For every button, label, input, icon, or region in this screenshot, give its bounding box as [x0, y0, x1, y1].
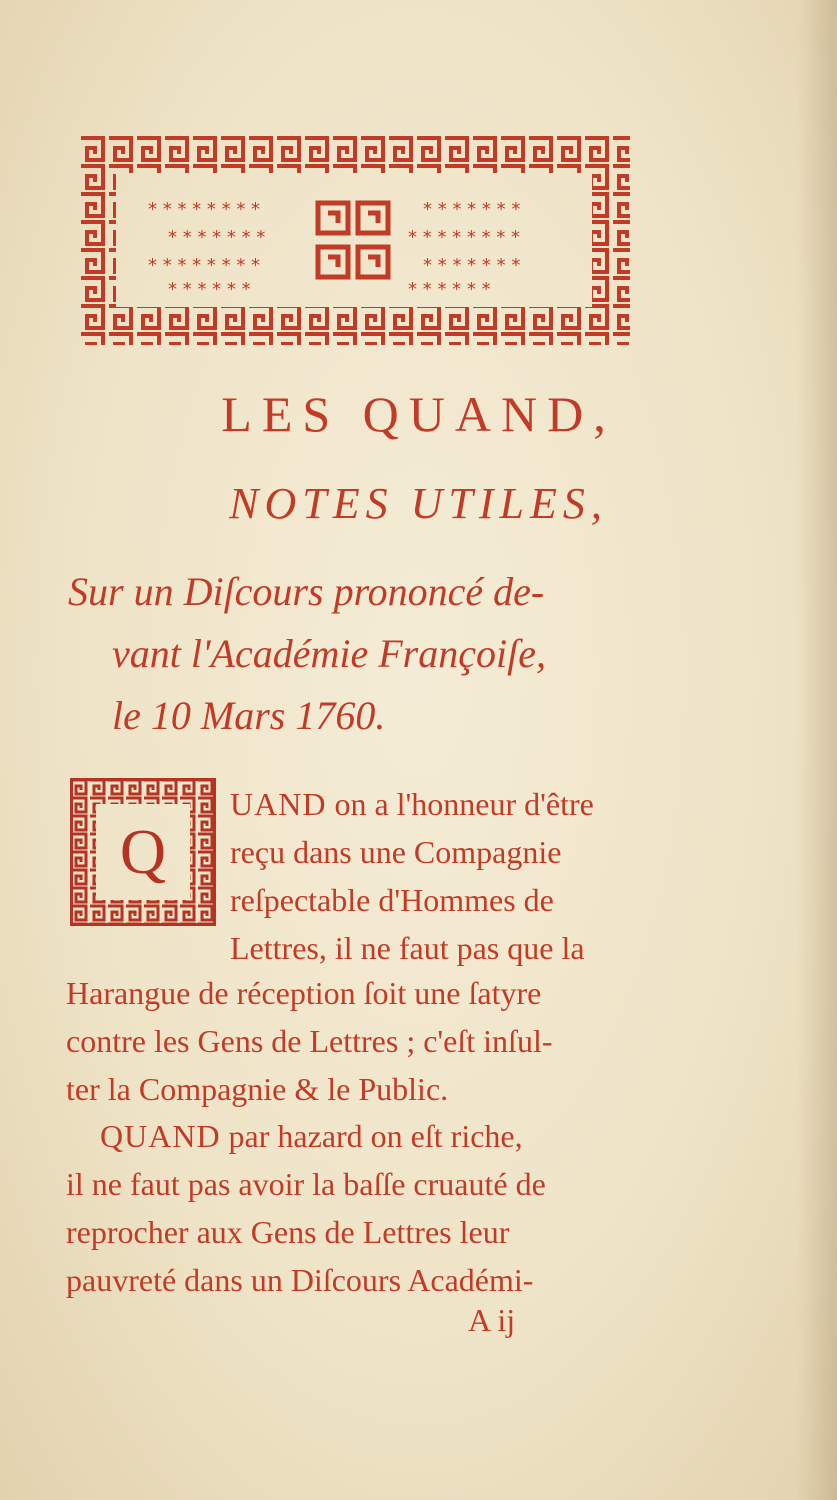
- smallcaps-word: UAND: [230, 786, 327, 822]
- body-line: Harangue de réception ſoit une ſatyre: [66, 975, 542, 1011]
- body-line: pauvreté dans un Diſcours Académi-: [66, 1262, 534, 1298]
- body-line: [100, 1110, 523, 1162]
- body-text: on a l'honneur d'être: [326, 786, 594, 822]
- svg-text:* * * * * * * *: * * * * * * * *: [148, 255, 261, 276]
- body-line: il ne faut pas avoir la baſſe cruauté de: [66, 1166, 546, 1202]
- svg-text:* * * * * *: * * * * * *: [168, 279, 251, 300]
- subtitle-line-2: vant l'Académie Françoiſe,: [112, 631, 546, 676]
- svg-text:* * * * * * * *: * * * * * * * *: [148, 199, 261, 220]
- ornamental-dropcap: [70, 778, 216, 926]
- svg-text:* * * * * * * *: * * * * * * * *: [408, 227, 521, 248]
- body-text: par hazard on eſt riche,: [220, 1118, 523, 1154]
- body-line: [230, 778, 594, 830]
- ornamental-headpiece: [78, 135, 630, 345]
- svg-text:* * * * * * *: * * * * * * *: [423, 255, 521, 276]
- title-line-1: LES QUAND,: [221, 386, 616, 442]
- body-line: contre les Gens de Lettres ; c'eſt inſul-: [66, 1023, 553, 1059]
- title-line-2: NOTES UTILES,: [229, 479, 608, 528]
- svg-text:* * * * * * *: * * * * * * *: [423, 199, 521, 220]
- smallcaps-word: QUAND: [100, 1118, 221, 1154]
- body-line: ter la Compagnie & le Public.: [66, 1071, 449, 1107]
- dropcap-letter: Q: [119, 816, 167, 887]
- body-line: Lettres, il ne faut pas que la: [230, 930, 585, 966]
- subtitle-line-1: Sur un Diſcours prononcé de-: [68, 569, 545, 614]
- body-line: reſpectable d'Hommes de: [230, 882, 554, 918]
- svg-text:* * * * * *: * * * * * *: [408, 279, 491, 300]
- svg-text:* * * * * * *: * * * * * * *: [168, 227, 266, 248]
- signature-mark: A ij: [468, 1302, 516, 1338]
- body-line: reçu dans une Compagnie: [230, 834, 562, 870]
- subtitle-line-3: le 10 Mars 1760.: [112, 693, 386, 738]
- body-line: reprocher aux Gens de Lettres leur: [66, 1214, 510, 1250]
